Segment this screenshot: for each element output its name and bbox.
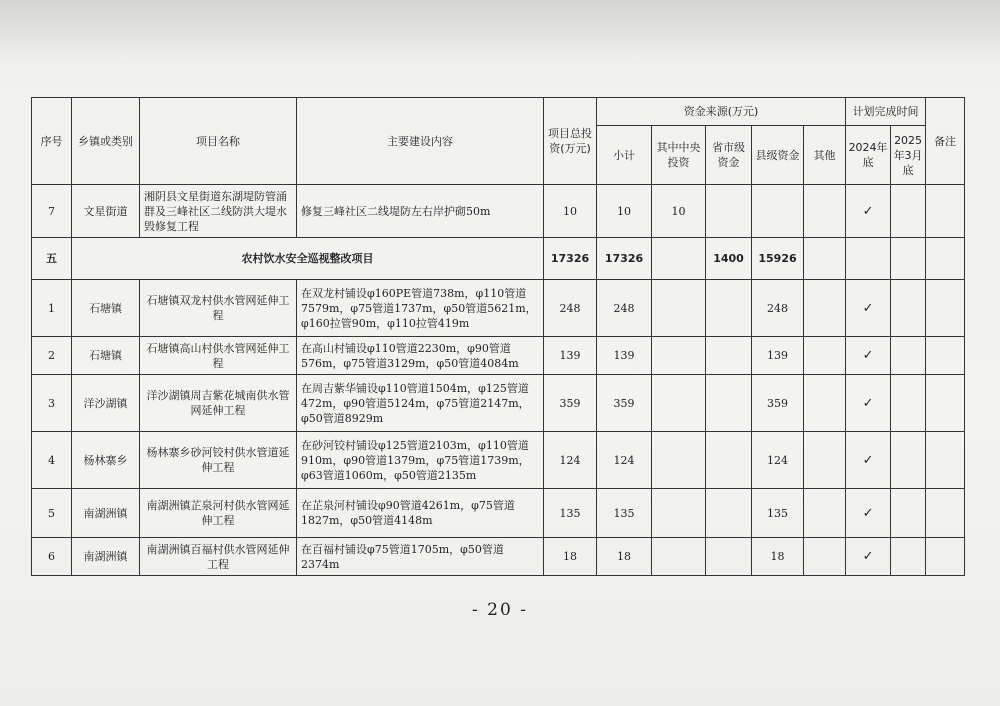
cell-town: 杨林寨乡: [72, 432, 140, 489]
section-provincial: 1400: [706, 238, 752, 280]
cell-2025: [891, 185, 926, 238]
cell-county: 135: [752, 489, 804, 538]
cell-2025: [891, 538, 926, 576]
cell-provincial: [706, 375, 752, 432]
cell-county: 124: [752, 432, 804, 489]
header-other: 其他: [804, 126, 846, 185]
cell-content: 在百福村铺设φ75管道1705m，φ50管道2374m: [297, 538, 544, 576]
cell-2025: [891, 432, 926, 489]
cell-central: [652, 432, 706, 489]
cell-2025: [891, 337, 926, 375]
cell-county: 359: [752, 375, 804, 432]
cell-other: [804, 280, 846, 337]
cell-total: 359: [544, 375, 597, 432]
cell-other: [804, 538, 846, 576]
check-icon: ✓: [846, 185, 891, 238]
header-plan: 计划完成时间: [846, 98, 926, 126]
cell-subtotal: 359: [597, 375, 652, 432]
table-row: [32, 185, 965, 238]
header-row-1: [32, 98, 965, 126]
cell-other: [804, 185, 846, 238]
header-town: 乡镇或类别: [72, 98, 140, 185]
page-number: - 20 -: [472, 600, 528, 620]
cell-content: 在芷泉河村铺设φ90管道4261m，φ75管道1827m，φ50管道4148m: [297, 489, 544, 538]
cell-seq: 5: [32, 489, 72, 538]
cell-provincial: [706, 432, 752, 489]
cell-town: 文星街道: [72, 185, 140, 238]
cell-name: 洋沙湖镇周吉紫花城南供水管网延伸工程: [140, 375, 297, 432]
cell-provincial: [706, 280, 752, 337]
cell-central: [652, 489, 706, 538]
section-2025: [891, 238, 926, 280]
cell-remark: [926, 375, 965, 432]
cell-subtotal: 248: [597, 280, 652, 337]
header-subtotal: 小计: [597, 126, 652, 185]
table-row: [32, 538, 965, 576]
header-seq: 序号: [32, 98, 72, 185]
check-icon: ✓: [846, 375, 891, 432]
project-table: [31, 97, 965, 576]
cell-2025: [891, 489, 926, 538]
cell-content: 在双龙村铺设φ160PE管道738m，φ110管道7579m，φ75管道1737m，φ50管道5621m，φ160拉管90m，φ110拉管419m: [297, 280, 544, 337]
cell-subtotal: 135: [597, 489, 652, 538]
section-other: [804, 238, 846, 280]
cell-name: 石塘镇高山村供水管网延伸工程: [140, 337, 297, 375]
header-provincial: 省市级资金: [706, 126, 752, 185]
cell-total: 124: [544, 432, 597, 489]
section-2024: [846, 238, 891, 280]
cell-county: 18: [752, 538, 804, 576]
cell-town: 洋沙湖镇: [72, 375, 140, 432]
cell-central: 10: [652, 185, 706, 238]
cell-other: [804, 375, 846, 432]
cell-town: 石塘镇: [72, 280, 140, 337]
cell-county: [752, 185, 804, 238]
cell-other: [804, 337, 846, 375]
cell-remark: [926, 432, 965, 489]
header-name: 项目名称: [140, 98, 297, 185]
check-icon: ✓: [846, 489, 891, 538]
cell-central: [652, 538, 706, 576]
cell-central: [652, 280, 706, 337]
cell-provincial: [706, 538, 752, 576]
cell-remark: [926, 337, 965, 375]
section-subtotal: 17326: [597, 238, 652, 280]
cell-name: 石塘镇双龙村供水管网延伸工程: [140, 280, 297, 337]
check-icon: ✓: [846, 538, 891, 576]
header-content: 主要建设内容: [297, 98, 544, 185]
header-county: 县级资金: [752, 126, 804, 185]
cell-remark: [926, 489, 965, 538]
cell-central: [652, 375, 706, 432]
cell-remark: [926, 280, 965, 337]
section-central: [652, 238, 706, 280]
cell-content: 在周吉紫华铺设φ110管道1504m，φ125管道472m，φ90管道5124m，φ75管道2147m，φ50管道8929m: [297, 375, 544, 432]
cell-content: 在高山村铺设φ110管道2230m，φ90管道576m，φ75管道3129m，φ50管道4084m: [297, 337, 544, 375]
cell-2025: [891, 280, 926, 337]
cell-seq: 4: [32, 432, 72, 489]
section-county: 15926: [752, 238, 804, 280]
check-icon: ✓: [846, 432, 891, 489]
cell-town: 南湖洲镇: [72, 538, 140, 576]
table-row: [32, 280, 965, 337]
cell-seq: 1: [32, 280, 72, 337]
cell-subtotal: 18: [597, 538, 652, 576]
cell-central: [652, 337, 706, 375]
cell-seq: 6: [32, 538, 72, 576]
header-funding: 资金来源(万元): [597, 98, 846, 126]
cell-subtotal: 139: [597, 337, 652, 375]
header-central: 其中中央投资: [652, 126, 706, 185]
cell-total: 248: [544, 280, 597, 337]
cell-name: 杨林寨乡砂河铰村供水管道延伸工程: [140, 432, 297, 489]
cell-other: [804, 489, 846, 538]
section-row: [32, 238, 965, 280]
cell-seq: 7: [32, 185, 72, 238]
cell-other: [804, 432, 846, 489]
cell-provincial: [706, 489, 752, 538]
header-2025: 2025年3月底: [891, 126, 926, 185]
scan-shadow: [0, 0, 1000, 60]
cell-total: 18: [544, 538, 597, 576]
section-remark: [926, 238, 965, 280]
cell-name: 湘阴县文星街道东湖堤防管涌群及三峰社区二线防洪大堤水毁修复工程: [140, 185, 297, 238]
cell-2025: [891, 375, 926, 432]
check-icon: ✓: [846, 337, 891, 375]
cell-seq: 3: [32, 375, 72, 432]
cell-town: 石塘镇: [72, 337, 140, 375]
table-row: [32, 337, 965, 375]
cell-name: 南湖洲镇百福村供水管网延伸工程: [140, 538, 297, 576]
table-row: [32, 375, 965, 432]
section-seq: 五: [32, 238, 72, 280]
section-total: 17326: [544, 238, 597, 280]
cell-total: 139: [544, 337, 597, 375]
check-icon: ✓: [846, 280, 891, 337]
cell-subtotal: 10: [597, 185, 652, 238]
cell-name: 南湖洲镇芷泉河村供水管网延伸工程: [140, 489, 297, 538]
cell-total: 135: [544, 489, 597, 538]
cell-county: 139: [752, 337, 804, 375]
cell-subtotal: 124: [597, 432, 652, 489]
cell-provincial: [706, 337, 752, 375]
header-remark: 备注: [926, 98, 965, 185]
table-row: [32, 432, 965, 489]
cell-content: 在砂河铰村铺设φ125管道2103m，φ110管道910m，φ90管道1379m，φ75管道1739m，φ63管道1060m，φ50管道2135m: [297, 432, 544, 489]
cell-county: 248: [752, 280, 804, 337]
cell-town: 南湖洲镇: [72, 489, 140, 538]
cell-content: 修复三峰社区二线堤防左右岸护砌50m: [297, 185, 544, 238]
table-row: [32, 489, 965, 538]
cell-total: 10: [544, 185, 597, 238]
section-title: 农村饮水安全巡视整改项目: [72, 238, 544, 280]
cell-remark: [926, 185, 965, 238]
cell-remark: [926, 538, 965, 576]
cell-seq: 2: [32, 337, 72, 375]
header-2024: 2024年底: [846, 126, 891, 185]
cell-provincial: [706, 185, 752, 238]
header-total: 项目总投资(万元): [544, 98, 597, 185]
